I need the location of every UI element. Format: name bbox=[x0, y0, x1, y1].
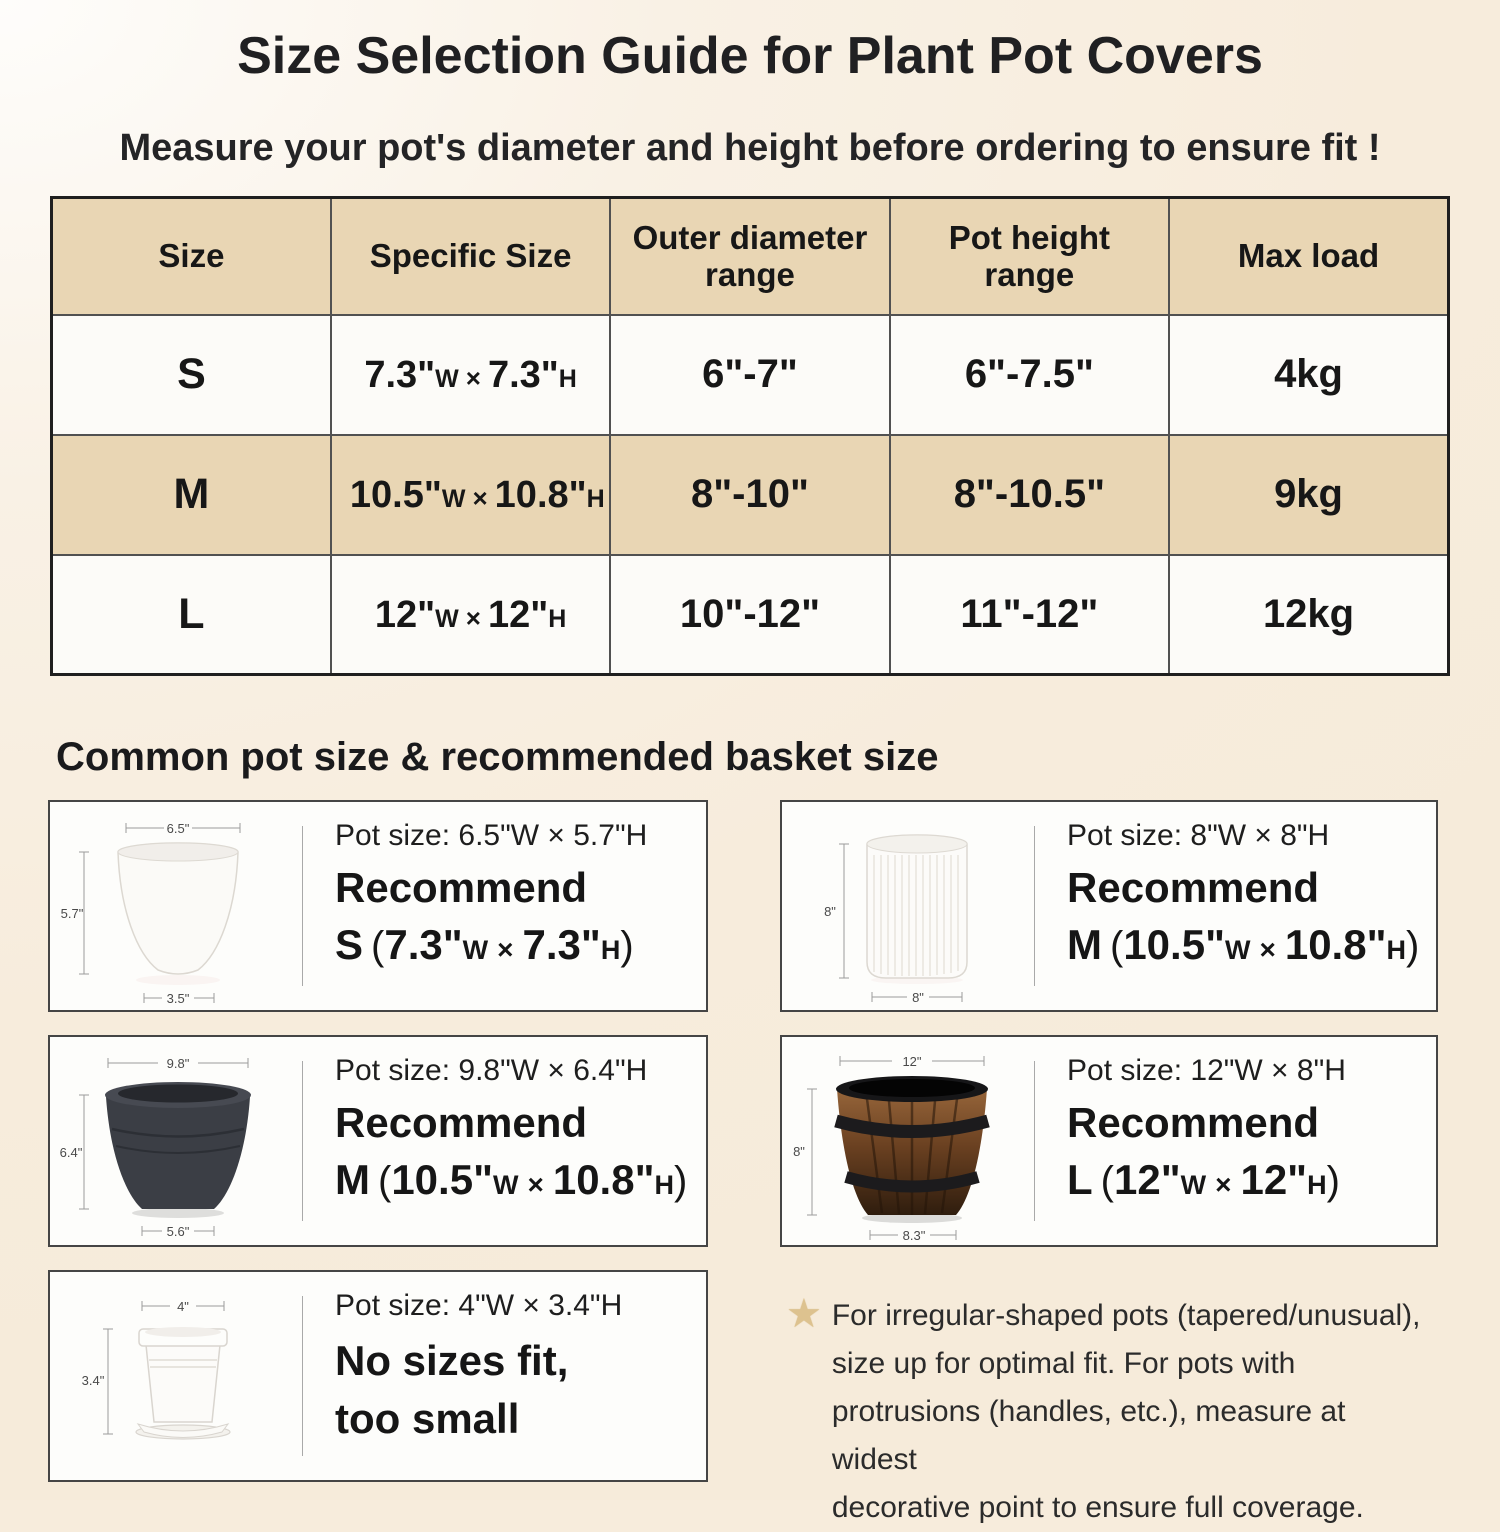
pot-card-ribbed-white bbox=[780, 800, 1438, 1012]
pot-illustration-ribbed-cylinder bbox=[782, 802, 1034, 1010]
cell-outer-diameter-m: 8"-10" bbox=[610, 435, 889, 555]
dim-left-label: 6.4" bbox=[59, 1145, 83, 1160]
table-header-row bbox=[52, 198, 1449, 315]
cell-specific-size-s: 7.3"W × 7.3"H bbox=[331, 315, 610, 435]
cell-specific-size-l: 12"W × 12"H bbox=[331, 555, 610, 675]
pot-size-label: Pot size: 4"W × 3.4"H bbox=[335, 1289, 623, 1322]
cell-max-load-s: 4kg bbox=[1169, 315, 1448, 435]
cell-max-load-m: 9kg bbox=[1169, 435, 1448, 555]
cell-outer-diameter-s: 6"-7" bbox=[610, 315, 889, 435]
cell-max-load-l: 12kg bbox=[1169, 555, 1448, 675]
col-header-pot-height: Pot height range bbox=[890, 198, 1169, 315]
dim-left-label: 3.4" bbox=[81, 1373, 105, 1388]
pot-illustration-small-pot bbox=[50, 1272, 302, 1480]
cell-size-l: L bbox=[52, 555, 331, 675]
recommend-size: M (10.5"W × 10.8"H) bbox=[335, 1156, 688, 1203]
col-header-max-load: Max load bbox=[1169, 198, 1448, 315]
note-text: For irregular-shaped pots (tapered/unusual), size up for optimal fit. For pots with protrusions (handles, etc.), measure at widest decorative point to ensure full coverage. bbox=[831, 1299, 1421, 1524]
dim-left-label: 8" bbox=[824, 904, 836, 919]
table-row-l bbox=[52, 555, 1449, 675]
recommend-label: Recommend bbox=[1067, 1099, 1320, 1146]
cell-pot-height-s: 6"-7.5" bbox=[890, 315, 1169, 435]
recommend-size: L (12"W × 12"H) bbox=[1067, 1156, 1340, 1203]
dim-left-label: 5.7" bbox=[60, 906, 84, 921]
table-row-s bbox=[52, 315, 1449, 435]
dim-left-label: 8" bbox=[793, 1144, 805, 1159]
dim-top-label: 4" bbox=[177, 1299, 189, 1314]
star-icon: ★ bbox=[786, 1292, 822, 1336]
recommend-label: Recommend bbox=[335, 864, 588, 911]
cell-pot-height-m: 8"-10.5" bbox=[890, 435, 1169, 555]
page-title: Size Selection Guide for Plant Pot Covers bbox=[237, 27, 1263, 85]
note bbox=[780, 1270, 1438, 1532]
table-row-m bbox=[52, 435, 1449, 555]
page-subtitle: Measure your pot's diameter and height before ordering to ensure fit ! bbox=[119, 127, 1381, 169]
no-fit-text: No sizes fit, too small bbox=[335, 1337, 569, 1442]
pot-size-label: Pot size: 12"W × 8"H bbox=[1067, 1054, 1346, 1087]
pot-size-label: Pot size: 9.8"W × 6.4"H bbox=[335, 1054, 648, 1087]
cards-grid bbox=[48, 800, 1438, 1532]
dim-bottom-label: 8.3" bbox=[902, 1228, 926, 1243]
pot-illustration-white-cup bbox=[50, 802, 302, 1010]
col-header-specific-size: Specific Size bbox=[331, 198, 610, 315]
pot-card-dark-planter bbox=[48, 1035, 708, 1247]
dim-bottom-label: 5.6" bbox=[166, 1224, 190, 1239]
pot-card-too-small bbox=[48, 1270, 708, 1482]
dim-top-label: 6.5" bbox=[166, 821, 190, 836]
col-header-size: Size bbox=[52, 198, 331, 315]
dim-bottom-label: 8" bbox=[912, 990, 924, 1005]
section-heading: Common pot size & recommended basket size bbox=[56, 735, 939, 779]
pot-illustration-barrel bbox=[782, 1037, 1034, 1245]
pot-illustration-dark-planter bbox=[50, 1037, 302, 1245]
cell-size-s: S bbox=[52, 315, 331, 435]
pot-card-barrel bbox=[780, 1035, 1438, 1247]
recommend-size: M (10.5"W × 10.8"H) bbox=[1067, 921, 1420, 968]
dim-bottom-label: 3.5" bbox=[166, 991, 190, 1006]
recommend-label: Recommend bbox=[335, 1099, 588, 1146]
col-header-outer-diameter: Outer diameter range bbox=[610, 198, 889, 315]
cell-specific-size-m: 10.5"W × 10.8"H bbox=[331, 435, 610, 555]
dim-top-label: 9.8" bbox=[166, 1056, 190, 1071]
pot-size-label: Pot size: 8"W × 8"H bbox=[1067, 819, 1330, 852]
cell-outer-diameter-l: 10"-12" bbox=[610, 555, 889, 675]
cell-pot-height-l: 11"-12" bbox=[890, 555, 1169, 675]
size-table bbox=[50, 196, 1450, 676]
pot-size-label: Pot size: 6.5"W × 5.7"H bbox=[335, 819, 648, 852]
cell-size-m: M bbox=[52, 435, 331, 555]
dim-top-label: 12" bbox=[902, 1054, 922, 1069]
recommend-label: Recommend bbox=[1067, 864, 1320, 911]
recommend-size: S (7.3"W × 7.3"H) bbox=[335, 921, 634, 968]
pot-card-small-white bbox=[48, 800, 708, 1012]
